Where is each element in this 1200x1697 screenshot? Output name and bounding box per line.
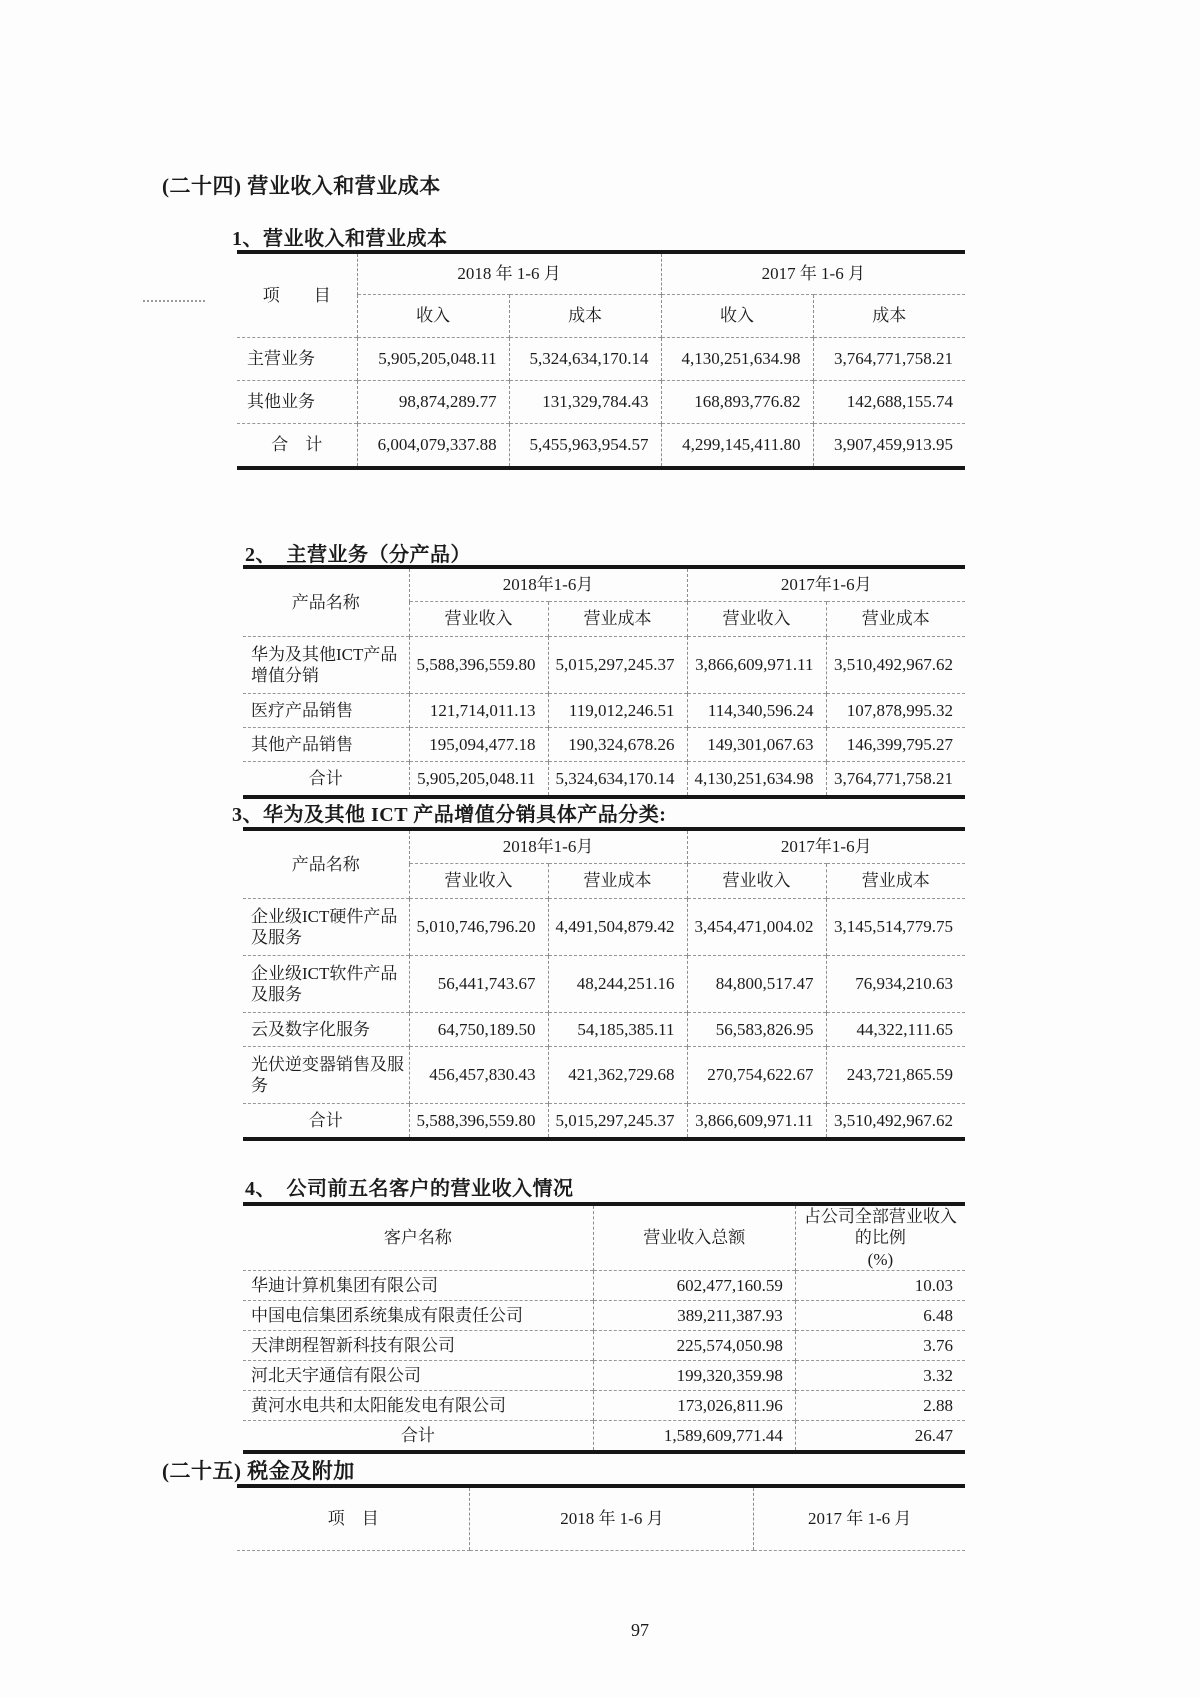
table-main-business-by-product [243, 565, 965, 799]
cell-value: 56,441,743.67 [409, 956, 548, 1013]
cell-value: 5,324,634,170.14 [548, 762, 687, 798]
column-header: 营业收入 [409, 864, 548, 899]
column-header: 营业收入 [409, 602, 548, 637]
row-label: 合计 [243, 1420, 593, 1452]
subsection-1-title: 1、营业收入和营业成本 [232, 228, 448, 250]
cell-value: 4,491,504,879.42 [548, 899, 687, 956]
cell-value: 64,750,189.50 [409, 1013, 548, 1047]
row-label: 其他业务 [237, 381, 357, 424]
column-header: 成本 [813, 295, 965, 338]
column-header: 成本 [509, 295, 661, 338]
table-row [243, 1390, 965, 1420]
row-label: 河北天宇通信有限公司 [243, 1360, 593, 1390]
table-top-five-customers [243, 1202, 965, 1454]
cell-value: 5,015,297,245.37 [548, 637, 687, 694]
cell-value: 5,905,205,048.11 [409, 762, 548, 798]
cell-value: 3,866,609,971.11 [687, 637, 826, 694]
row-label: 云及数字化服务 [243, 1013, 409, 1047]
column-header-item: 产品名称 [291, 592, 360, 612]
column-header: 营业成本 [826, 864, 965, 899]
column-group-2017: 2017年1-6月 [687, 567, 965, 602]
cell-value: 190,324,678.26 [548, 728, 687, 762]
cell-value: 56,583,826.95 [687, 1013, 826, 1047]
cell-value: 225,574,050.98 [593, 1330, 795, 1360]
table-row [237, 252, 965, 295]
column-group-2018: 2018年1-6月 [409, 829, 687, 864]
subsection-4-title: 4、 公司前五名客户的营业收入情况 [245, 1178, 574, 1200]
cell-value: 121,714,011.13 [409, 694, 548, 728]
column-header-customer: 客户名称 [383, 1228, 452, 1248]
column-group-2017: 2017 年 1-6 月 [661, 252, 965, 295]
table-row [243, 1270, 965, 1300]
table-ict-product-breakdown [243, 827, 965, 1141]
cell-value: 1,589,609,771.44 [593, 1420, 795, 1452]
cell-value: 602,477,160.59 [593, 1270, 795, 1300]
cell-value: 173,026,811.96 [593, 1390, 795, 1420]
table-row [243, 1360, 965, 1390]
column-header: 营业成本 [548, 602, 687, 637]
column-header: 营业成本 [826, 602, 965, 637]
cell-value: 3.32 [795, 1360, 965, 1390]
cell-value: 26.47 [795, 1420, 965, 1452]
table-row [243, 829, 965, 864]
cell-value: 3,510,492,967.62 [826, 637, 965, 694]
row-label: 医疗产品销售 [243, 694, 409, 728]
cell-value: 421,362,729.68 [548, 1047, 687, 1104]
column-group-2018: 2018年1-6月 [409, 567, 687, 602]
cell-value: 142,688,155.74 [813, 381, 965, 424]
cell-value: 131,329,784.43 [509, 381, 661, 424]
table-row [243, 1047, 965, 1104]
cell-value: 4,299,145,411.80 [661, 424, 813, 469]
row-label: 企业级ICT软件产品及服务 [243, 956, 409, 1013]
cell-value: 119,012,246.51 [548, 694, 687, 728]
cell-value: 76,934,210.63 [826, 956, 965, 1013]
table-total-row [243, 1104, 965, 1140]
cell-value: 5,324,634,170.14 [509, 338, 661, 381]
column-group-2018: 2018 年 1-6 月 [357, 252, 661, 295]
section-24-title: (二十四) 营业收入和营业成本 [162, 174, 441, 198]
page-number: 97 [631, 1620, 649, 1640]
table-row [243, 1013, 965, 1047]
cell-value: 10.03 [795, 1270, 965, 1300]
subsection-3-title: 3、华为及其他 ICT 产品增值分销具体产品分类: [232, 804, 667, 826]
column-header-2017: 2017 年 1-6 月 [754, 1486, 965, 1551]
cell-value: 5,015,297,245.37 [548, 1104, 687, 1140]
column-header-percentage-line2: (%) [867, 1249, 894, 1269]
table-taxes-and-surcharges [237, 1484, 965, 1551]
column-header-item: 产品名称 [291, 854, 360, 874]
row-label: 华为及其他ICT产品增值分销 [243, 637, 409, 694]
row-label: 合计 [243, 1104, 409, 1140]
column-header: 收入 [661, 295, 813, 338]
column-header-item: 项 目 [262, 285, 331, 305]
row-label: 中国电信集团系统集成有限责任公司 [243, 1300, 593, 1330]
cell-value: 6.48 [795, 1300, 965, 1330]
cell-value: 5,588,396,559.80 [409, 1104, 548, 1140]
cell-value: 98,874,289.77 [357, 381, 509, 424]
cell-value: 199,320,359.98 [593, 1360, 795, 1390]
cell-value: 149,301,067.63 [687, 728, 826, 762]
row-label: 黄河水电共和太阳能发电有限公司 [243, 1390, 593, 1420]
cell-value: 5,905,205,048.11 [357, 338, 509, 381]
row-label: 合 计 [237, 424, 357, 469]
table-row [237, 338, 965, 381]
cell-value: 3,866,609,971.11 [687, 1104, 826, 1140]
table-row [243, 694, 965, 728]
cell-value: 3,764,771,758.21 [813, 338, 965, 381]
cell-value: 195,094,477.18 [409, 728, 548, 762]
cell-value: 3.76 [795, 1330, 965, 1360]
cell-value: 5,588,396,559.80 [409, 637, 548, 694]
column-header: 收入 [357, 295, 509, 338]
cell-value: 389,211,387.93 [593, 1300, 795, 1330]
cell-value: 5,455,963,954.57 [509, 424, 661, 469]
table-row [243, 567, 965, 602]
cell-value: 84,800,517.47 [687, 956, 826, 1013]
column-header-amount: 营业收入总额 [593, 1204, 795, 1270]
cell-value: 4,130,251,634.98 [661, 338, 813, 381]
row-label: 企业级ICT硬件产品及服务 [243, 899, 409, 956]
cell-value: 2.88 [795, 1390, 965, 1420]
cell-value: 3,145,514,779.75 [826, 899, 965, 956]
row-label: 华迪计算机集团有限公司 [243, 1270, 593, 1300]
cell-value: 48,244,251.16 [548, 956, 687, 1013]
column-header-2018: 2018 年 1-6 月 [470, 1486, 754, 1551]
column-header-item: 项 目 [237, 1486, 470, 1551]
cell-value: 3,764,771,758.21 [826, 762, 965, 798]
cell-value: 243,721,865.59 [826, 1047, 965, 1104]
row-label: 合计 [243, 762, 409, 798]
table-total-row [243, 1420, 965, 1452]
table-row [243, 637, 965, 694]
margin-artifact-line [143, 300, 205, 302]
column-header: 营业收入 [687, 864, 826, 899]
cell-value: 270,754,622.67 [687, 1047, 826, 1104]
cell-value: 456,457,830.43 [409, 1047, 548, 1104]
table-row [243, 1204, 965, 1270]
cell-value: 4,130,251,634.98 [687, 762, 826, 798]
column-header-percentage-line1: 占公司全部营业收入的比例 [803, 1207, 957, 1248]
cell-value: 146,399,795.27 [826, 728, 965, 762]
cell-value: 3,907,459,913.95 [813, 424, 965, 469]
cell-value: 3,510,492,967.62 [826, 1104, 965, 1140]
row-label: 主营业务 [237, 338, 357, 381]
cell-value: 6,004,079,337.88 [357, 424, 509, 469]
cell-value: 168,893,776.82 [661, 381, 813, 424]
column-header-percentage [795, 1204, 965, 1270]
cell-value: 114,340,596.24 [687, 694, 826, 728]
row-label: 天津朗程智新科技有限公司 [243, 1330, 593, 1360]
table-row [237, 1486, 965, 1551]
cell-value: 3,454,471,004.02 [687, 899, 826, 956]
cell-value: 107,878,995.32 [826, 694, 965, 728]
row-label: 光伏逆变器销售及服务 [243, 1047, 409, 1104]
column-group-2017: 2017年1-6月 [687, 829, 965, 864]
cell-value: 5,010,746,796.20 [409, 899, 548, 956]
table-total-row [237, 424, 965, 469]
table-row [243, 1330, 965, 1360]
cell-value: 54,185,385.11 [548, 1013, 687, 1047]
subsection-2-title: 2、 主营业务（分产品） [245, 544, 471, 566]
table-row [243, 728, 965, 762]
table-revenue-and-cost [237, 250, 965, 470]
column-header: 营业成本 [548, 864, 687, 899]
table-total-row [243, 762, 965, 798]
table-row [243, 899, 965, 956]
section-25-title: (二十五) 税金及附加 [162, 1459, 355, 1483]
cell-value: 44,322,111.65 [826, 1013, 965, 1047]
table-row [243, 1300, 965, 1330]
column-header: 营业收入 [687, 602, 826, 637]
row-label: 其他产品销售 [243, 728, 409, 762]
table-row [243, 956, 965, 1013]
table-row [237, 381, 965, 424]
